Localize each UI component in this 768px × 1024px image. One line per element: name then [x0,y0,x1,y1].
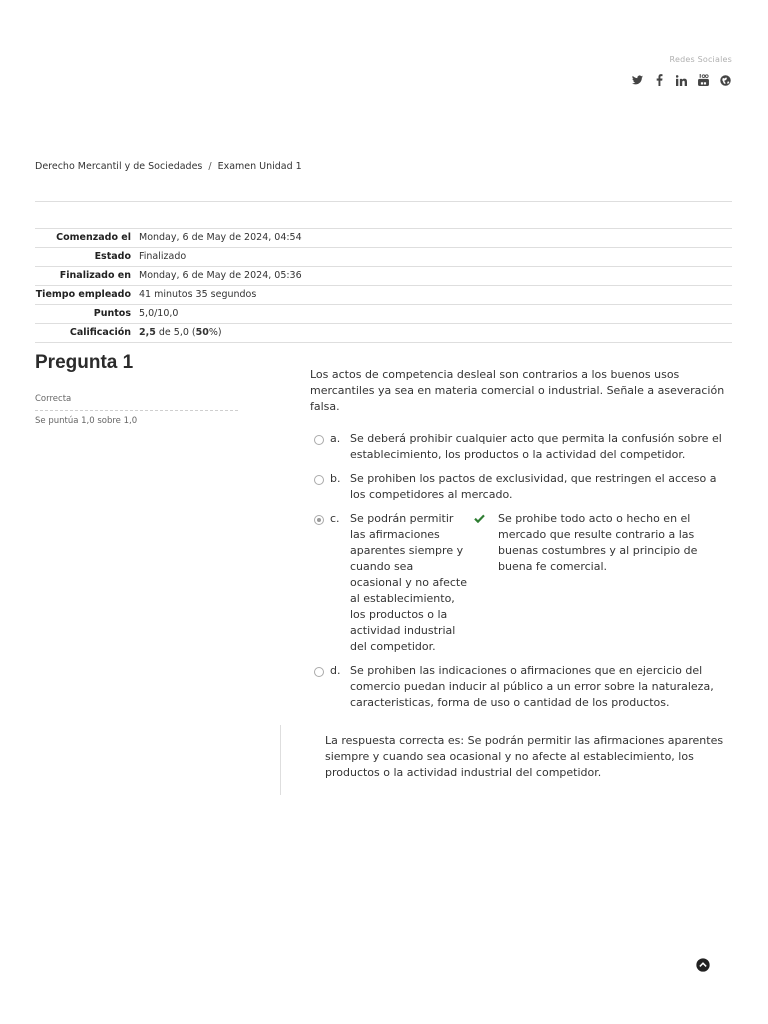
breadcrumb-exam-link[interactable]: Examen Unidad 1 [217,161,302,172]
divider [35,201,732,202]
summary-row-points [35,305,732,324]
summary-label: Finalizado en [59,270,131,281]
option-letter: d. [330,664,341,677]
summary-label: Puntos [93,308,131,319]
breadcrumb-course-link[interactable]: Derecho Mercantil y de Sociedades [35,161,203,172]
summary-value: 5,0/10,0 [139,308,179,319]
twitter-icon[interactable] [630,73,644,87]
radio-button[interactable] [314,435,324,445]
summary-row-state [35,248,732,267]
summary-label: Tiempo empleado [35,289,131,300]
summary-label: Calificación [69,327,131,338]
summary-row-time [35,286,732,305]
answer-option-b[interactable] [314,471,730,503]
radio-button-selected[interactable] [314,515,324,525]
option-feedback: Se prohibe todo acto o hecho en el mercado que resulte contrario a las buenas costumbres y al principio de buena fe comercial. [498,512,698,573]
option-letter: a. [330,432,341,445]
grade-percent: 50 [195,327,209,338]
question-info [35,352,238,426]
option-text: Se prohiben los pactos de exclusividad, que restringen el acceso a los competidores al mercado. [350,472,717,501]
attempt-summary-table [35,228,732,343]
summary-label: Comenzado el [56,232,131,243]
radio-button[interactable] [314,475,324,485]
right-answer-feedback [280,725,730,795]
grade-tail: %) [208,327,222,338]
option-text: Se deberá prohibir cualquier acto que permita la confusión sobre el establecimiento, los productos o la actividad del competidor. [350,432,722,461]
summary-grade-value [139,324,732,343]
youtube-icon[interactable] [696,73,710,87]
breadcrumb-separator: / [208,161,212,172]
globe-icon[interactable] [718,73,732,87]
question-grade: Se puntúa 1,0 sobre 1,0 [35,416,138,426]
svg-text:▪▪: ▪▪ [700,81,706,86]
summary-row-finished [35,267,732,286]
answer-option-d[interactable] [314,663,730,711]
linkedin-icon[interactable] [674,73,688,87]
check-icon [474,512,488,528]
social-icons [630,73,732,87]
option-text: Se podrán permitir las afirmaciones aparentes siempre y cuando sea ocasional y no afecte al establecimiento, los productos o la actividad industrial del competidor. [350,512,468,653]
summary-label: Estado [94,251,131,262]
summary-row-grade [35,324,732,343]
summary-row-started [35,229,732,248]
question-text: Los actos de competencia desleal son contrarios a los buenos usos mercantiles ya sea en materia comercial o industrial. Señale a aseveración falsa. [310,368,725,413]
answer-option-a[interactable] [314,431,730,463]
facebook-icon[interactable] [652,73,666,87]
summary-value: Finalizado [139,251,187,262]
back-to-top-icon[interactable] [696,957,710,971]
breadcrumb [35,161,302,172]
answer-option-c[interactable] [314,511,730,655]
summary-value: Monday, 6 de May de 2024, 05:36 [139,270,302,281]
option-letter: b. [330,472,341,485]
social-label: Redes Sociales [669,55,732,64]
summary-value: Monday, 6 de May de 2024, 04:54 [139,232,302,243]
right-answer-text: La respuesta correcta es: Se podrán permitir las afirmaciones aparentes siempre y cuando sea ocasional y no afecte al establecimiento, los productos o la actividad industrial del competidor. [325,734,724,779]
radio-button[interactable] [314,667,324,677]
option-text: Se prohiben las indicaciones o afirmaciones que en ejercicio del comercio puedan inducir al público a un error sobre la naturaleza, caracteristicas, forma de uso o cantidad de los productos. [350,664,714,709]
grade-number: 2,5 [139,327,156,338]
question-state: Correcta [35,394,238,411]
summary-value: 41 minutos 35 segundos [139,289,257,300]
question-title: Pregunta 1 [35,352,134,373]
option-letter: c. [330,512,340,525]
grade-of: de 5,0 ( [158,327,196,338]
answer-options [314,431,730,719]
